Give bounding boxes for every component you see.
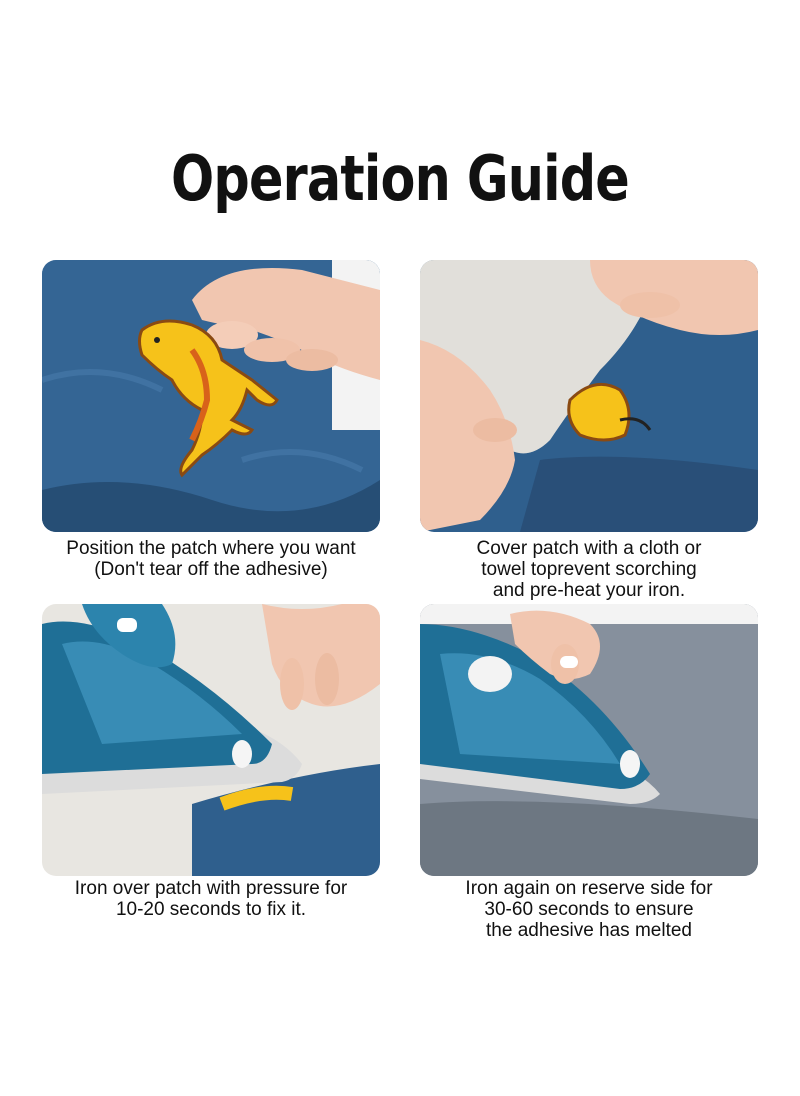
caption-line: 10-20 seconds to fix it. (115, 899, 307, 920)
caption-line: and pre-heat your iron. (492, 580, 686, 601)
step-4-photo-iron-reverse-side (420, 604, 758, 876)
caption-line: towel toprevent scorching (481, 559, 697, 580)
step-4-caption (400, 878, 778, 941)
step-3-photo-iron-over-patch (42, 604, 380, 876)
step-1-photo-position-patch (42, 260, 380, 532)
caption-line: Iron over patch with pressure for (74, 878, 348, 899)
caption-line: the adhesive has melted (486, 920, 692, 941)
caption-line: Position the patch where you want (66, 538, 356, 559)
step-2-photo-cover-with-cloth (420, 260, 758, 532)
caption-line: Iron again on reserve side for (465, 878, 713, 899)
step-3-caption (22, 878, 400, 920)
step-2-caption (400, 538, 778, 601)
caption-line: 30-60 seconds to ensure (484, 899, 694, 920)
caption-line: (Don't tear off the adhesive) (94, 559, 328, 580)
step-1-caption (22, 538, 400, 580)
page-title: Operation Guide (171, 142, 629, 215)
caption-line: Cover patch with a cloth or (476, 538, 702, 559)
